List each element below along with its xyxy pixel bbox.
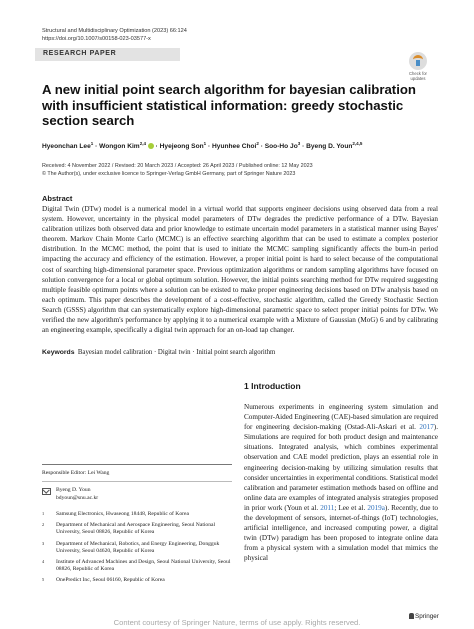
corresponding-email[interactable]: bdyoun@snu.ac.kr <box>56 494 99 501</box>
author-affiliation-number: 1 <box>203 141 207 146</box>
author-name[interactable]: Wongon Kim <box>99 143 140 151</box>
citation-link[interactable]: 2017 <box>419 423 434 432</box>
author-affiliation-number: 2,4 <box>139 141 146 146</box>
author-name[interactable]: Hyeonchan Lee <box>42 143 91 151</box>
doi-link[interactable]: https://doi.org/10.1007/s00158-023-03577-x <box>42 36 151 42</box>
footer-notice: Content courtesy of Springer Nature, terms of use apply. Rights reserved. <box>113 618 361 627</box>
affiliation-item <box>42 559 232 573</box>
corresponding-name: Byeng D. Youn <box>56 487 91 493</box>
keywords-label: Keywords <box>42 349 75 356</box>
affiliation-item <box>42 511 232 518</box>
author-separator: · <box>93 143 100 151</box>
affiliations-list <box>42 511 232 589</box>
affiliation-text: Institute of Advanced Machines and Design, Seoul National University, Seoul 08826, Republic of Korea <box>56 559 231 573</box>
copyright-line: © The Author(s), under exclusive licence to Springer-Verlag GmbH Germany, part of Springer Nature 2023 <box>42 170 296 177</box>
affiliation-item <box>42 577 232 584</box>
affiliation-number: 1 <box>42 511 45 516</box>
citation-link[interactable]: 2011 <box>320 503 335 512</box>
email-icon <box>42 488 51 495</box>
affiliation-item <box>42 522 232 536</box>
abstract-heading: Abstract <box>42 194 73 203</box>
intro-text-part: ; Lee et al. <box>334 503 368 512</box>
author-list <box>42 139 437 151</box>
author-name[interactable]: Hyejeong Son <box>159 143 204 151</box>
affiliation-text: Department of Mechanical and Aerospace Engineering, Seoul National University, Seoul 08826, Republic of Korea <box>56 522 216 536</box>
introduction-text <box>244 402 438 564</box>
keywords-text: Bayesian model calibration · Digital twin · Initial point search algorithm <box>77 349 276 356</box>
affiliation-number: 5 <box>42 577 45 583</box>
intro-text-part: ). Simulations are required for both product design and maintenance situations. Integrated analysis, which combines experimental observation and CAE model prediction, plays an essential role in engineering decision-making by utilizing simulation results that consider uncertainties in experimental conditions. Statistical model calibration and parameter estimation methods based on offline and online data are examples of integrated analysis strategies proposed in prior work (Youn et al. <box>244 423 438 512</box>
front-matter-divider <box>42 464 232 465</box>
affiliation-number: 3 <box>42 540 45 546</box>
affiliation-number: 2 <box>42 522 45 528</box>
affiliation-text: Samsung Electronics, Hwaseong 18448, Republic of Korea <box>56 511 189 517</box>
author-separator: · <box>206 143 213 151</box>
article-title: A new initial point search algorithm for bayesian calibration with insufficient statistical information: greedy stochastic section search <box>42 82 416 128</box>
author-affiliation-number: 2 <box>256 141 259 146</box>
author-separator: · <box>153 143 160 151</box>
affiliation-number: 4 <box>42 559 45 565</box>
section-heading-introduction: 1 Introduction <box>244 381 301 391</box>
check-for-updates-button[interactable] <box>404 52 432 81</box>
abstract-text: Digital Twin (DTw) model is a numerical model in a virtual world that supports engineer decisions using observed data from a real system. However, uncertainty in the physical model parameters of DTw degrades the predictive performance of a DTw. Bayesian calibration utilizes both observed data and prior knowledge to estimate uncertain model parameters in a statistical manner using Bayes' theorem. Markov Chain Monte Carlo (MCMC) is an effective searching algorithm that can be used to estimate a complex posterior distribution. In the MCMC method, the point that is used to initiate the MCMC sampling significantly affects the burn-in period impacting the accuracy and efficiency of the estimation. However, a proper initial point is hard to select because of the computational cost of searching high-dimensional parameter space. Previous optimization algorithms or random sampling algorithms have focused on solution convergence for a local or global optimum solution. However, the initial points searching method for DTw required suggesting multiple feasible optimum points where a solution can be existed to make proper engineering decisions based on DTw analysis based on each optimum. This paper describes the development of a cost-effective, stochastic algorithm, called the Greedy Stochastic Section Search (GSSS) algorithm that can systematically explore high-dimensional parametric space to select proper initial points for DTw. We verified the new algorithm's performance by applying it to a numerical example with a Mixture of Gaussian (MoG) 6 and by calibrating an engineering example, specifically a digital twin approach for an on-load tap changer. <box>42 205 438 335</box>
publisher-name: Springer <box>415 613 439 620</box>
citation-link[interactable]: 2019a <box>367 503 385 512</box>
author-separator: · <box>258 143 265 151</box>
publication-history: Received: 4 November 2022 / Revised: 20 March 2023 / Accepted: 26 April 2023 / Published online: 12 May 2023 <box>42 163 313 169</box>
intro-text-part: Numerous experiments in engineering system simulation and Computer-Aided Engineering (CAE)-based simulation are required for engineering decision-making (Ostad-Ali-Askari et al. <box>244 403 438 432</box>
article-dates <box>42 163 442 178</box>
article-type-badge <box>35 48 180 61</box>
author-name[interactable]: Byeng D. Youn <box>306 143 353 151</box>
author-separator: · <box>300 143 307 151</box>
author-name[interactable]: Hyunhee Choi <box>212 143 257 151</box>
journal-line: Structural and Multidisciplinary Optimization (2023) 66:124 <box>42 28 187 34</box>
crossmark-icon <box>409 52 427 70</box>
affiliation-item <box>42 541 232 555</box>
keywords <box>42 349 438 356</box>
author-affiliation-number: 2,4,5 <box>352 141 363 146</box>
crossmark-label: Check for updates <box>409 71 427 81</box>
intro-text-part: ). Recently, due to the development of sensors, internet-of-things (IoT) technologies, artificial intelligence, and increased computing power, a digital twin (DTw) paradigm has been proposed to integrate online data from a physical system with a simulation model that mimics the physical <box>244 503 438 563</box>
author-affiliation-number: 3 <box>297 141 301 146</box>
responsible-editor: Responsible Editor: Lei Wang <box>42 470 110 476</box>
article-type-label: RESEARCH PAPER <box>43 50 117 57</box>
affiliation-text: OnePredict Inc, Seoul 06160, Republic of Korea <box>56 577 165 584</box>
author-name[interactable]: Soo-Ho Jo <box>264 143 298 151</box>
editor-divider <box>42 481 232 482</box>
author-affiliation-number: 1 <box>90 141 94 146</box>
affiliation-text: Department of Mechanical, Robotics, and Energy Engineering, Dongguk University, Seoul 04620, Republic of Korea <box>56 540 220 554</box>
journal-header <box>42 27 187 43</box>
